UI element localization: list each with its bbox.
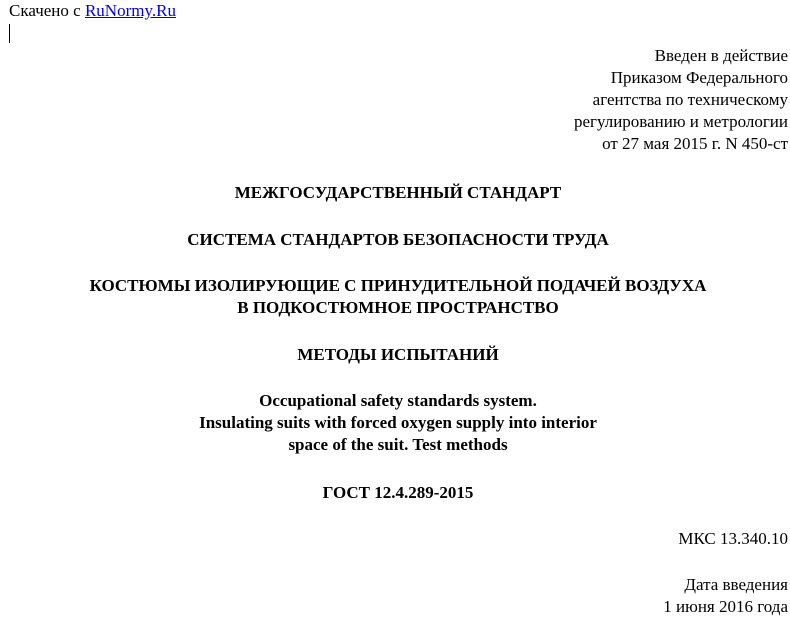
title-line: В ПОДКОСТЮМНОЕ ПРОСТРАНСТВО	[237, 298, 559, 317]
source-prefix: Скачено с	[9, 1, 85, 20]
enactment-notice	[574, 45, 788, 155]
methods-heading: МЕТОДЫ ИСПЫТАНИЙ	[297, 345, 499, 364]
text-cursor	[9, 24, 10, 43]
introduction-date-label: Дата введения	[684, 575, 788, 594]
enactment-line: агентства по техническому	[592, 90, 788, 109]
source-link[interactable]: RuNormy.Ru	[84, 1, 176, 20]
enactment-line: Приказом Федерального	[610, 68, 788, 87]
system-heading: СИСТЕМА СТАНДАРТОВ БЕЗОПАСНОСТИ ТРУДА	[187, 230, 609, 249]
document-title	[0, 275, 790, 319]
source-line	[9, 1, 176, 21]
enactment-line: Введен в действие	[654, 46, 788, 65]
introduction-date: 1 июня 2016 года	[663, 597, 788, 616]
english-title-line: Insulating suits with forced oxygen supply into interior	[199, 413, 597, 432]
english-title-line: space of the suit. Test methods	[288, 435, 508, 454]
enactment-line: регулированию и метрологии	[573, 112, 788, 131]
title-line: КОСТЮМЫ ИЗОЛИРУЮЩИЕ С ПРИНУДИТЕЛЬНОЙ ПОДАЧЕЙ ВОЗДУХА	[89, 276, 707, 295]
english-title	[0, 390, 790, 456]
gost-number: ГОСТ 12.4.289-2015	[322, 483, 474, 502]
interstate-standard-heading: МЕЖГОСУДАРСТВЕННЫЙ СТАНДАРТ	[234, 183, 562, 202]
mks-code: МКС 13.340.10	[678, 529, 788, 548]
enactment-line: от 27 мая 2015 г. N 450-ст	[602, 134, 788, 153]
english-title-line: Occupational safety standards system.	[259, 391, 537, 410]
